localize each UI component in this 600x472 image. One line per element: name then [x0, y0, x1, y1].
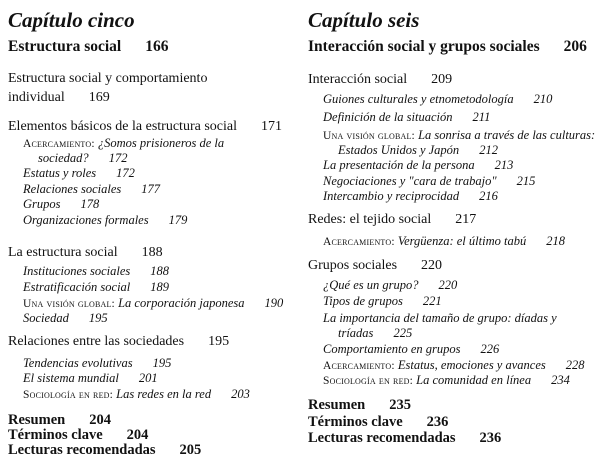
page-number: 179 [168, 213, 188, 227]
toc-entry-section [8, 244, 163, 262]
page-number: 220 [421, 258, 443, 273]
toc-entry-end [8, 441, 201, 459]
entry-title: La sonrisa a través de las culturas: [418, 128, 596, 142]
toc-entry-title [308, 38, 587, 56]
entry-title: La corporación japonesa [118, 296, 245, 310]
page-number: 220 [438, 278, 458, 292]
page-number: 213 [494, 158, 514, 172]
toc-entry-sub [323, 371, 570, 389]
page-number: 205 [179, 442, 202, 458]
toc-entry-title [8, 38, 168, 56]
page-number: 189 [150, 280, 170, 294]
feature-label: Sociología en red: [323, 375, 414, 387]
page-number: 178 [80, 197, 100, 211]
page-number: 201 [138, 371, 158, 385]
page-number: 188 [141, 245, 163, 260]
page-number: 172 [108, 151, 128, 165]
page-number: 217 [455, 212, 477, 227]
page-number: 235 [389, 397, 411, 413]
page-number: 211 [472, 110, 491, 124]
entry-title: Términos clave [8, 427, 103, 443]
page-number: 166 [145, 38, 169, 55]
page-number: 195 [208, 334, 230, 349]
entry-title: Grupos [23, 197, 61, 211]
page-number: 172 [116, 166, 135, 180]
page-number: 225 [393, 326, 413, 340]
entry-title: Lecturas recomendadas [8, 442, 156, 458]
page-number: 215 [516, 174, 536, 188]
entry-title: Sociedad [23, 311, 69, 325]
entry-title: Intercambio y reciprocidad [323, 189, 460, 203]
page-number: 206 [563, 38, 587, 55]
entry-title: Guiones culturales y etnometodología [323, 92, 514, 106]
toc-entry-sub [323, 187, 498, 205]
toc-entry-sub [323, 108, 490, 126]
chapter-heading: Capítulo seis [308, 8, 420, 32]
toc-entry-section [8, 70, 207, 88]
entry-title: Elementos básicos de la estructura social [8, 119, 237, 134]
feature-label: Sociología en red: [23, 389, 114, 401]
entry-title: Resumen [8, 412, 66, 428]
page-number: 195 [88, 311, 108, 325]
toc-entry-section [308, 257, 442, 275]
entry-title: Estatus, emociones y avances [397, 358, 546, 372]
entry-title: Definición de la situación [323, 110, 453, 124]
entry-title: Términos clave [308, 414, 403, 430]
entry-title: Vergüenza: el último tabú [397, 234, 527, 248]
feature-label: Acercamiento: [323, 360, 395, 372]
page-number: 236 [426, 414, 449, 430]
entry-title: Interacción social [308, 72, 408, 87]
page-number: 204 [89, 412, 111, 428]
entry-title: Comportamiento en grupos [323, 342, 461, 356]
toc-entry-section [308, 71, 452, 89]
entry-title: Relaciones sociales [23, 182, 122, 196]
entry-title: tríadas [338, 326, 374, 340]
entry-title: Estados Unidos y Japón [338, 143, 460, 157]
toc-entry-section [308, 211, 476, 229]
page-number: 177 [141, 182, 160, 196]
page-number: 218 [546, 234, 565, 248]
toc-entry-sub [323, 90, 552, 108]
entry-title: El sistema mundial [23, 371, 119, 385]
entry-title: Estatus y roles [23, 166, 97, 180]
feature-label: Acercamiento: [323, 236, 395, 248]
entry-title: Interacción social y grupos sociales [308, 38, 540, 55]
toc-entry-section [8, 333, 229, 351]
feature-label: Acercamiento: [23, 138, 95, 150]
entry-title: ¿Somos prisioneros de la [97, 136, 225, 150]
entry-title: Grupos sociales [308, 258, 398, 273]
entry-title: Tipos de grupos [323, 294, 403, 308]
entry-title: Lecturas recomendadas [308, 430, 456, 446]
entry-title: Redes: el tejido social [308, 212, 432, 227]
feature-label: Una visión global: [23, 298, 115, 310]
toc-entry-sub [23, 385, 250, 403]
page-number: 236 [479, 430, 502, 446]
page-number: 234 [551, 373, 570, 387]
entry-title: Relaciones entre las sociedades [8, 334, 185, 349]
entry-title: Las redes en la red [116, 387, 212, 401]
page-number: 212 [479, 143, 498, 157]
entry-title: Estratificación social [23, 280, 131, 294]
page-number: 169 [88, 90, 110, 105]
entry-title: Tendencias evolutivas [23, 356, 133, 370]
page-number: 190 [264, 296, 284, 310]
page-number: 221 [422, 294, 442, 308]
toc-entry-sub [323, 232, 565, 250]
feature-label: Una visión global: [323, 130, 415, 142]
toc-entry-end [308, 396, 411, 414]
entry-title: Instituciones sociales [23, 264, 131, 278]
entry-title: Estructura social y comportamiento [8, 71, 208, 86]
page-number: 210 [533, 92, 553, 106]
entry-title: Negociaciones y "cara de trabajo" [323, 174, 497, 188]
page-number: 216 [479, 189, 498, 203]
toc-column-chapter-6 [300, 0, 600, 472]
toc-entry-section [8, 89, 110, 107]
page-number: 195 [152, 356, 172, 370]
toc-entry-sub [23, 309, 108, 327]
page-number: 188 [150, 264, 170, 278]
chapter-heading: Capítulo cinco [8, 8, 135, 32]
entry-title: Resumen [308, 397, 366, 413]
toc-entry-end [308, 429, 501, 447]
page-number: 226 [480, 342, 500, 356]
toc-entry-sub [23, 211, 187, 229]
entry-title: La presentación de la persona [323, 158, 475, 172]
entry-title: La comunidad en línea [416, 373, 532, 387]
entry-title: La importancia del tamaño de grupo: díadas y [323, 311, 557, 325]
entry-title: sociedad? [38, 151, 89, 165]
page-number: 209 [431, 72, 453, 87]
entry-title: La estructura social [8, 245, 118, 260]
entry-title: Organizaciones formales [23, 213, 149, 227]
page-number: 171 [260, 119, 282, 134]
toc-entry-sub [323, 292, 442, 310]
entry-title: ¿Qué es un grupo? [323, 278, 419, 292]
entry-title: individual [8, 90, 65, 105]
page-number: 228 [565, 358, 585, 372]
page-number: 203 [231, 387, 250, 401]
entry-title: Estructura social [8, 38, 122, 55]
page-number: 204 [126, 427, 149, 443]
